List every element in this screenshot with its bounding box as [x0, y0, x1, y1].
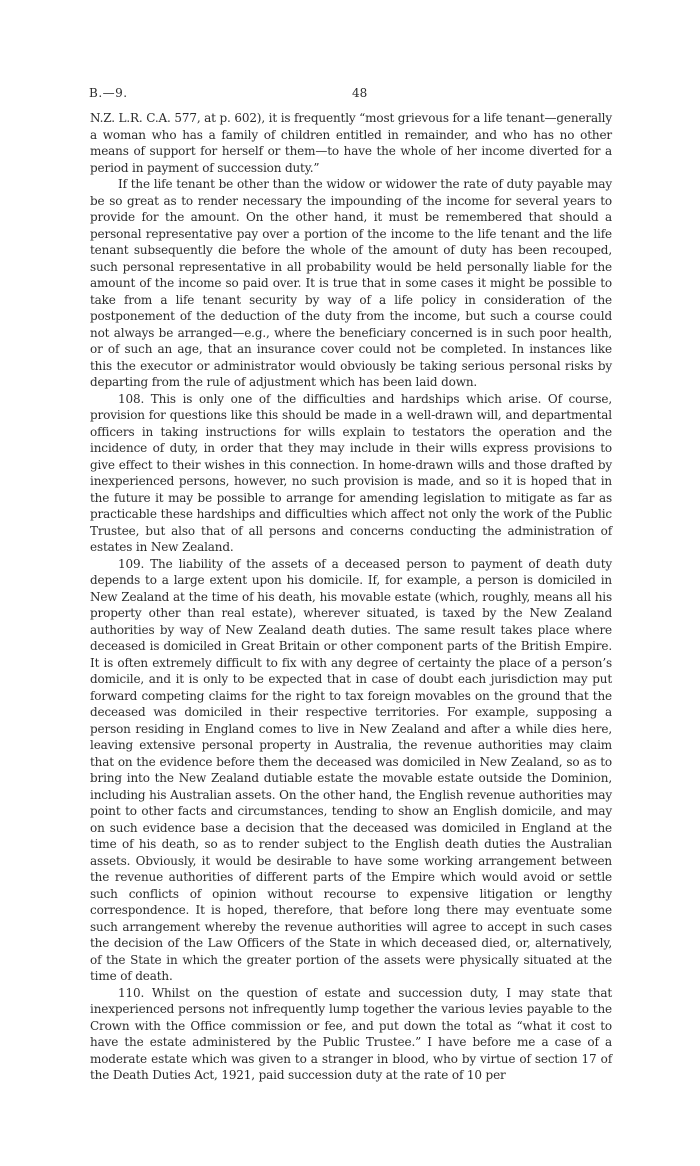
paragraph-110: 110. Whilst on the question of estate and succession duty, I may state that inexperienced persons not infrequently lump together the various levies payable to the Crown with the Office commission or fee, and put down the total as “what it cost to have the estate administered by the Public Trustee.” I have before me a case of a moderate estate which was given to a stranger in blood, who by virtue of section 17 of the Death Duties Act, 1921, paid succession duty at the rate of 10 per — [90, 985, 612, 1082]
document-reference: B.—9. — [89, 86, 128, 100]
paragraph-continued: N.Z. L.R. C.A. 577, at p. 602), it is frequently “most grievous for a life tenant—generally a woman who has a family of children entitled in remainder, and who has no other means of support for herself or them—to have the whole of her income diverted for a period in payment of succession duty.” — [90, 111, 613, 175]
page-number: 48 — [352, 86, 368, 100]
paragraph-108: 108. This is only one of the difficulties and hardships which arise. Of course, provision for questions like this should be made in a well-drawn will, and departmental officers in taking instructions for wills explain to testators the operation and the incidence of duty, in order that they may include in their wills express provisions to give effect to their wishes in this connection. In home-drawn wills and those drafted by inexperienced persons, however, no such provision is made, and so it is hoped that in the future it may be possible to arrange for amending legislation to mitigate as far as practicable these hardships and difficulties which affect not only the work of the Public Trustee, but also that of all persons and concerns conducting the administration of estates in New Zealand. — [90, 391, 612, 554]
paragraph-life-tenant: If the life tenant be other than the widow or widower the rate of duty payable may be so great as to render necessary the impounding of the income for several years to provide for the amount. On the other hand, it must be remembered that should a personal representative pay over a portion of the income to the life tenant and the life tenant subsequently die before the whole of the amount of duty has been recouped, such personal representative in all probability would be held personally liable for the amount of the income so paid over. It is true that in some cases it might be possible to take from a life tenant security by way of a life policy in consideration of the postponement of the deduction of the duty from the income, but such a course could not always be arranged—e.g., where the beneficiary concerned is in such poor health, or of such an age, that an insurance cover could not be completed. In instances like this the executor or administrator would obviously be taking serious personal risks by departing from the rule of adjustment which has been laid down. — [90, 177, 612, 389]
paragraph-109: 109. The liability of the assets of a deceased person to payment of death duty depends to a large extent upon his domicile. If, for example, a person is domiciled in New Zealand at the time of his death, his movable estate (which, roughly, means all his property other than real estate), wherever situated, is taxed by the New Zealand authorities by way of New Zealand death duties. The same result takes place where deceased is domiciled in Great Britain or other component parts of the British Empire. It is often extremely difficult to fix with any degree of certainty the place of a person’s domicile, and it is only to be expected that in case of doubt each jurisdiction may put forward competing claims for the right to tax foreign movables on the ground that the deceased was domiciled in their respective territories. For example, supposing a person residing in England comes to live in New Zealand and after a while dies here, leaving extensive personal property in Australia, the revenue authorities may claim that on the evidence before them the deceased was domiciled in New Zealand, so as to bring into the New Zealand dutiable estate the movable estate outside the Dominion, including his Australian assets. On the other hand, the English revenue authorities may point to other facts and circumstances, tending to show an English domicile, and may on such evidence base a decision that the deceased was domiciled in England at the time of his death, so as to render subject to the English death duties the Australian assets. Obviously, it would be desirable to have some working arrangement between the revenue authorities of different parts of the Empire which would avoid or settle such conflicts of opinion without recourse to expensive litigation or lengthy correspondence. It is hoped, therefore, that before long there may eventuate some such arrangement whereby the revenue authorities will agree to accept in such cases the decision of the Law Officers of the State in which deceased died, or, alternatively, of the State in which the greater portion of the assets were physically situated at the time of death. — [90, 556, 612, 983]
body-text — [90, 110, 612, 1084]
